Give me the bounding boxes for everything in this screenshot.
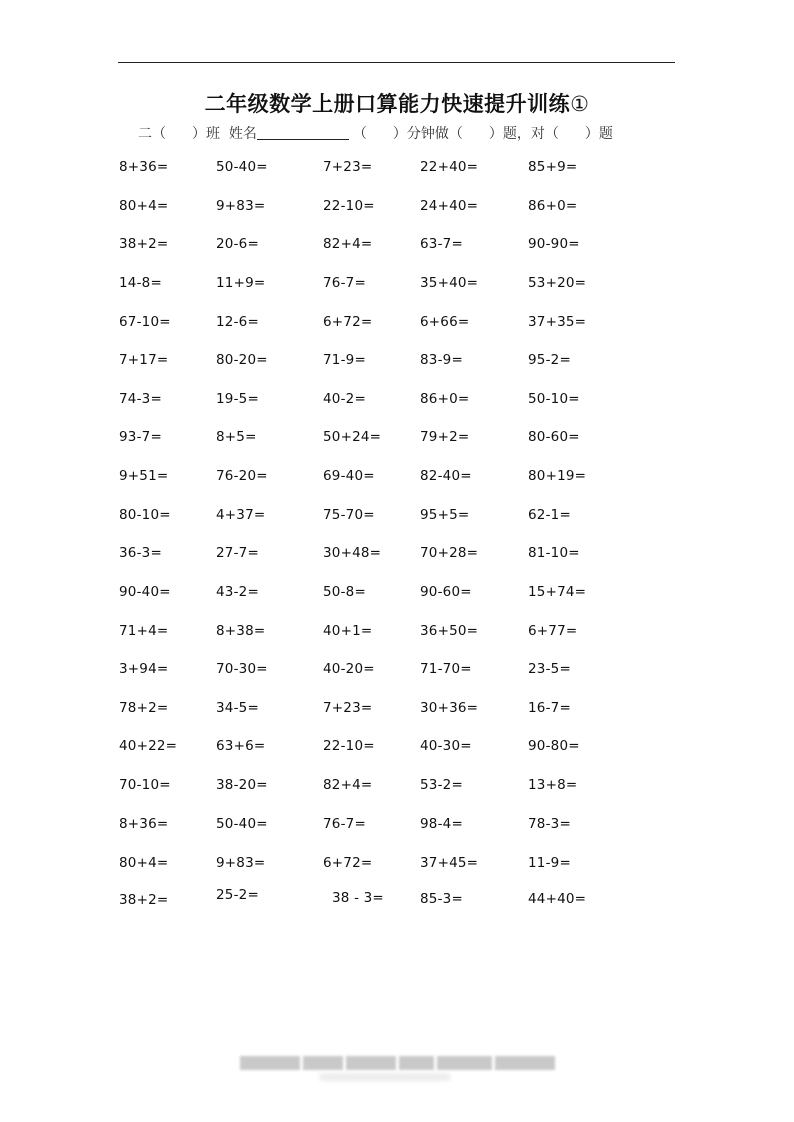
problem-r5-c1: 67-10=: [119, 314, 171, 330]
problem-r14-c1: 3+94=: [119, 661, 169, 677]
problem-r5-c4: 6+66=: [420, 314, 470, 330]
problem-r10-c2: 4+37=: [216, 507, 266, 523]
problem-r4-c1: 14-8=: [119, 275, 162, 291]
page-title: [0, 88, 794, 118]
problem-r15-c3: 7+23=: [323, 700, 373, 716]
problem-r12-c5: 15+74=: [528, 584, 587, 600]
problem-r6-c4: 83-9=: [420, 352, 463, 368]
problem-r12-c2: 43-2=: [216, 584, 259, 600]
problem-r15-c4: 30+36=: [420, 700, 479, 716]
problem-r19-c4: 37+45=: [420, 855, 479, 871]
problem-r7-c1: 74-3=: [119, 391, 162, 407]
problem-r8-c1: 93-7=: [119, 429, 162, 445]
problem-r14-c5: 23-5=: [528, 661, 571, 677]
grade-label: 二（: [138, 126, 166, 142]
name-label: 姓名: [228, 126, 257, 142]
problem-r9-c1: 9+51=: [119, 468, 169, 484]
problem-r1-c5: 85+9=: [528, 159, 578, 175]
problem-r18-c1: 8+36=: [119, 816, 169, 832]
problem-r3-c5: 90-90=: [528, 236, 580, 252]
blurred-footer-subline: [320, 1073, 450, 1081]
problem-r2-c1: 80+4=: [119, 198, 169, 214]
problem-r9-c2: 76-20=: [216, 468, 268, 484]
minutes-label: ）分钟做（: [392, 126, 463, 142]
problem-r6-c5: 95-2=: [528, 352, 571, 368]
problem-r2-c4: 24+40=: [420, 198, 479, 214]
problem-r7-c2: 19-5=: [216, 391, 259, 407]
problem-r14-c4: 71-70=: [420, 661, 472, 677]
problem-r13-c2: 8+38=: [216, 623, 266, 639]
problem-r8-c3: 50+24=: [323, 429, 382, 445]
problem-r17-c5: 13+8=: [528, 777, 578, 793]
problem-r12-c3: 50-8=: [323, 584, 366, 600]
problem-r20-c4: 85-3=: [420, 891, 463, 907]
student-info-line: [138, 123, 613, 143]
problem-r7-c5: 50-10=: [528, 391, 580, 407]
problem-r18-c5: 78-3=: [528, 816, 571, 832]
problem-r1-c2: 50-40=: [216, 159, 268, 175]
problem-r5-c5: 37+35=: [528, 314, 587, 330]
problem-r16-c2: 63+6=: [216, 738, 266, 754]
problem-r10-c3: 75-70=: [323, 507, 375, 523]
title-number: ①: [570, 92, 590, 116]
problem-r20-c2: 25-2=: [216, 887, 259, 903]
problem-r11-c1: 36-3=: [119, 545, 162, 561]
problem-r3-c2: 20-6=: [216, 236, 259, 252]
problem-r2-c3: 22-10=: [323, 198, 375, 214]
problem-r17-c3: 82+4=: [323, 777, 373, 793]
problem-r13-c5: 6+77=: [528, 623, 578, 639]
header-rule: [118, 62, 675, 63]
blurred-footer-watermark: [240, 1056, 555, 1072]
problem-r16-c4: 40-30=: [420, 738, 472, 754]
problem-r4-c3: 76-7=: [323, 275, 366, 291]
problem-r9-c3: 69-40=: [323, 468, 375, 484]
problem-r3-c4: 63-7=: [420, 236, 463, 252]
problem-r18-c2: 50-40=: [216, 816, 268, 832]
problem-r12-c4: 90-60=: [420, 584, 472, 600]
problem-r5-c2: 12-6=: [216, 314, 259, 330]
problem-r3-c1: 38+2=: [119, 236, 169, 252]
problem-r1-c1: 8+36=: [119, 159, 169, 175]
problem-r4-c5: 53+20=: [528, 275, 587, 291]
problem-r19-c1: 80+4=: [119, 855, 169, 871]
problem-r7-c4: 86+0=: [420, 391, 470, 407]
problem-r11-c5: 81-10=: [528, 545, 580, 561]
problem-r8-c4: 79+2=: [420, 429, 470, 445]
problem-r3-c3: 82+4=: [323, 236, 373, 252]
problem-r2-c2: 9+83=: [216, 198, 266, 214]
problem-r16-c1: 40+22=: [119, 738, 178, 754]
problem-r15-c1: 78+2=: [119, 700, 169, 716]
problem-r19-c5: 11-9=: [528, 855, 571, 871]
problem-r6-c1: 7+17=: [119, 352, 169, 368]
problem-r20-c3: 38 - 3=: [332, 890, 384, 906]
problem-r10-c5: 62-1=: [528, 507, 571, 523]
problem-r10-c1: 80-10=: [119, 507, 171, 523]
problem-r11-c2: 27-7=: [216, 545, 259, 561]
problem-r1-c4: 22+40=: [420, 159, 479, 175]
problem-r8-c2: 8+5=: [216, 429, 257, 445]
problem-r14-c3: 40-20=: [323, 661, 375, 677]
questions-label: ）题，对（: [488, 126, 559, 142]
problem-r16-c5: 90-80=: [528, 738, 580, 754]
minutes-open: （: [352, 126, 367, 142]
problem-r14-c2: 70-30=: [216, 661, 268, 677]
problem-r4-c2: 11+9=: [216, 275, 266, 291]
problem-r20-c1: 38+2=: [119, 892, 169, 908]
problem-r17-c2: 38-20=: [216, 777, 268, 793]
problem-r13-c4: 36+50=: [420, 623, 479, 639]
problem-r19-c3: 6+72=: [323, 855, 373, 871]
correct-label: ）题: [584, 126, 613, 142]
class-label: ）班: [192, 126, 220, 142]
problem-r2-c5: 86+0=: [528, 198, 578, 214]
problem-r7-c3: 40-2=: [323, 391, 366, 407]
problem-r1-c3: 7+23=: [323, 159, 373, 175]
problem-r5-c3: 6+72=: [323, 314, 373, 330]
problem-r9-c4: 82-40=: [420, 468, 472, 484]
problem-r18-c4: 98-4=: [420, 816, 463, 832]
problem-r15-c2: 34-5=: [216, 700, 259, 716]
problem-r11-c3: 30+48=: [323, 545, 382, 561]
problem-r11-c4: 70+28=: [420, 545, 479, 561]
problem-r19-c2: 9+83=: [216, 855, 266, 871]
problem-r16-c3: 22-10=: [323, 738, 375, 754]
problem-r17-c4: 53-2=: [420, 777, 463, 793]
problem-r13-c1: 71+4=: [119, 623, 169, 639]
problem-r6-c3: 71-9=: [323, 352, 366, 368]
problem-r17-c1: 70-10=: [119, 777, 171, 793]
title-text: 二年级数学上册口算能力快速提升训练: [204, 92, 571, 116]
problem-r4-c4: 35+40=: [420, 275, 479, 291]
problem-r20-c5: 44+40=: [528, 891, 587, 907]
problem-r8-c5: 80-60=: [528, 429, 580, 445]
problem-r13-c3: 40+1=: [323, 623, 373, 639]
problem-r15-c5: 16-7=: [528, 700, 571, 716]
name-blank[interactable]: [257, 125, 349, 140]
problem-r18-c3: 76-7=: [323, 816, 366, 832]
problem-r12-c1: 90-40=: [119, 584, 171, 600]
problem-r10-c4: 95+5=: [420, 507, 470, 523]
problem-r6-c2: 80-20=: [216, 352, 268, 368]
problem-r9-c5: 80+19=: [528, 468, 587, 484]
